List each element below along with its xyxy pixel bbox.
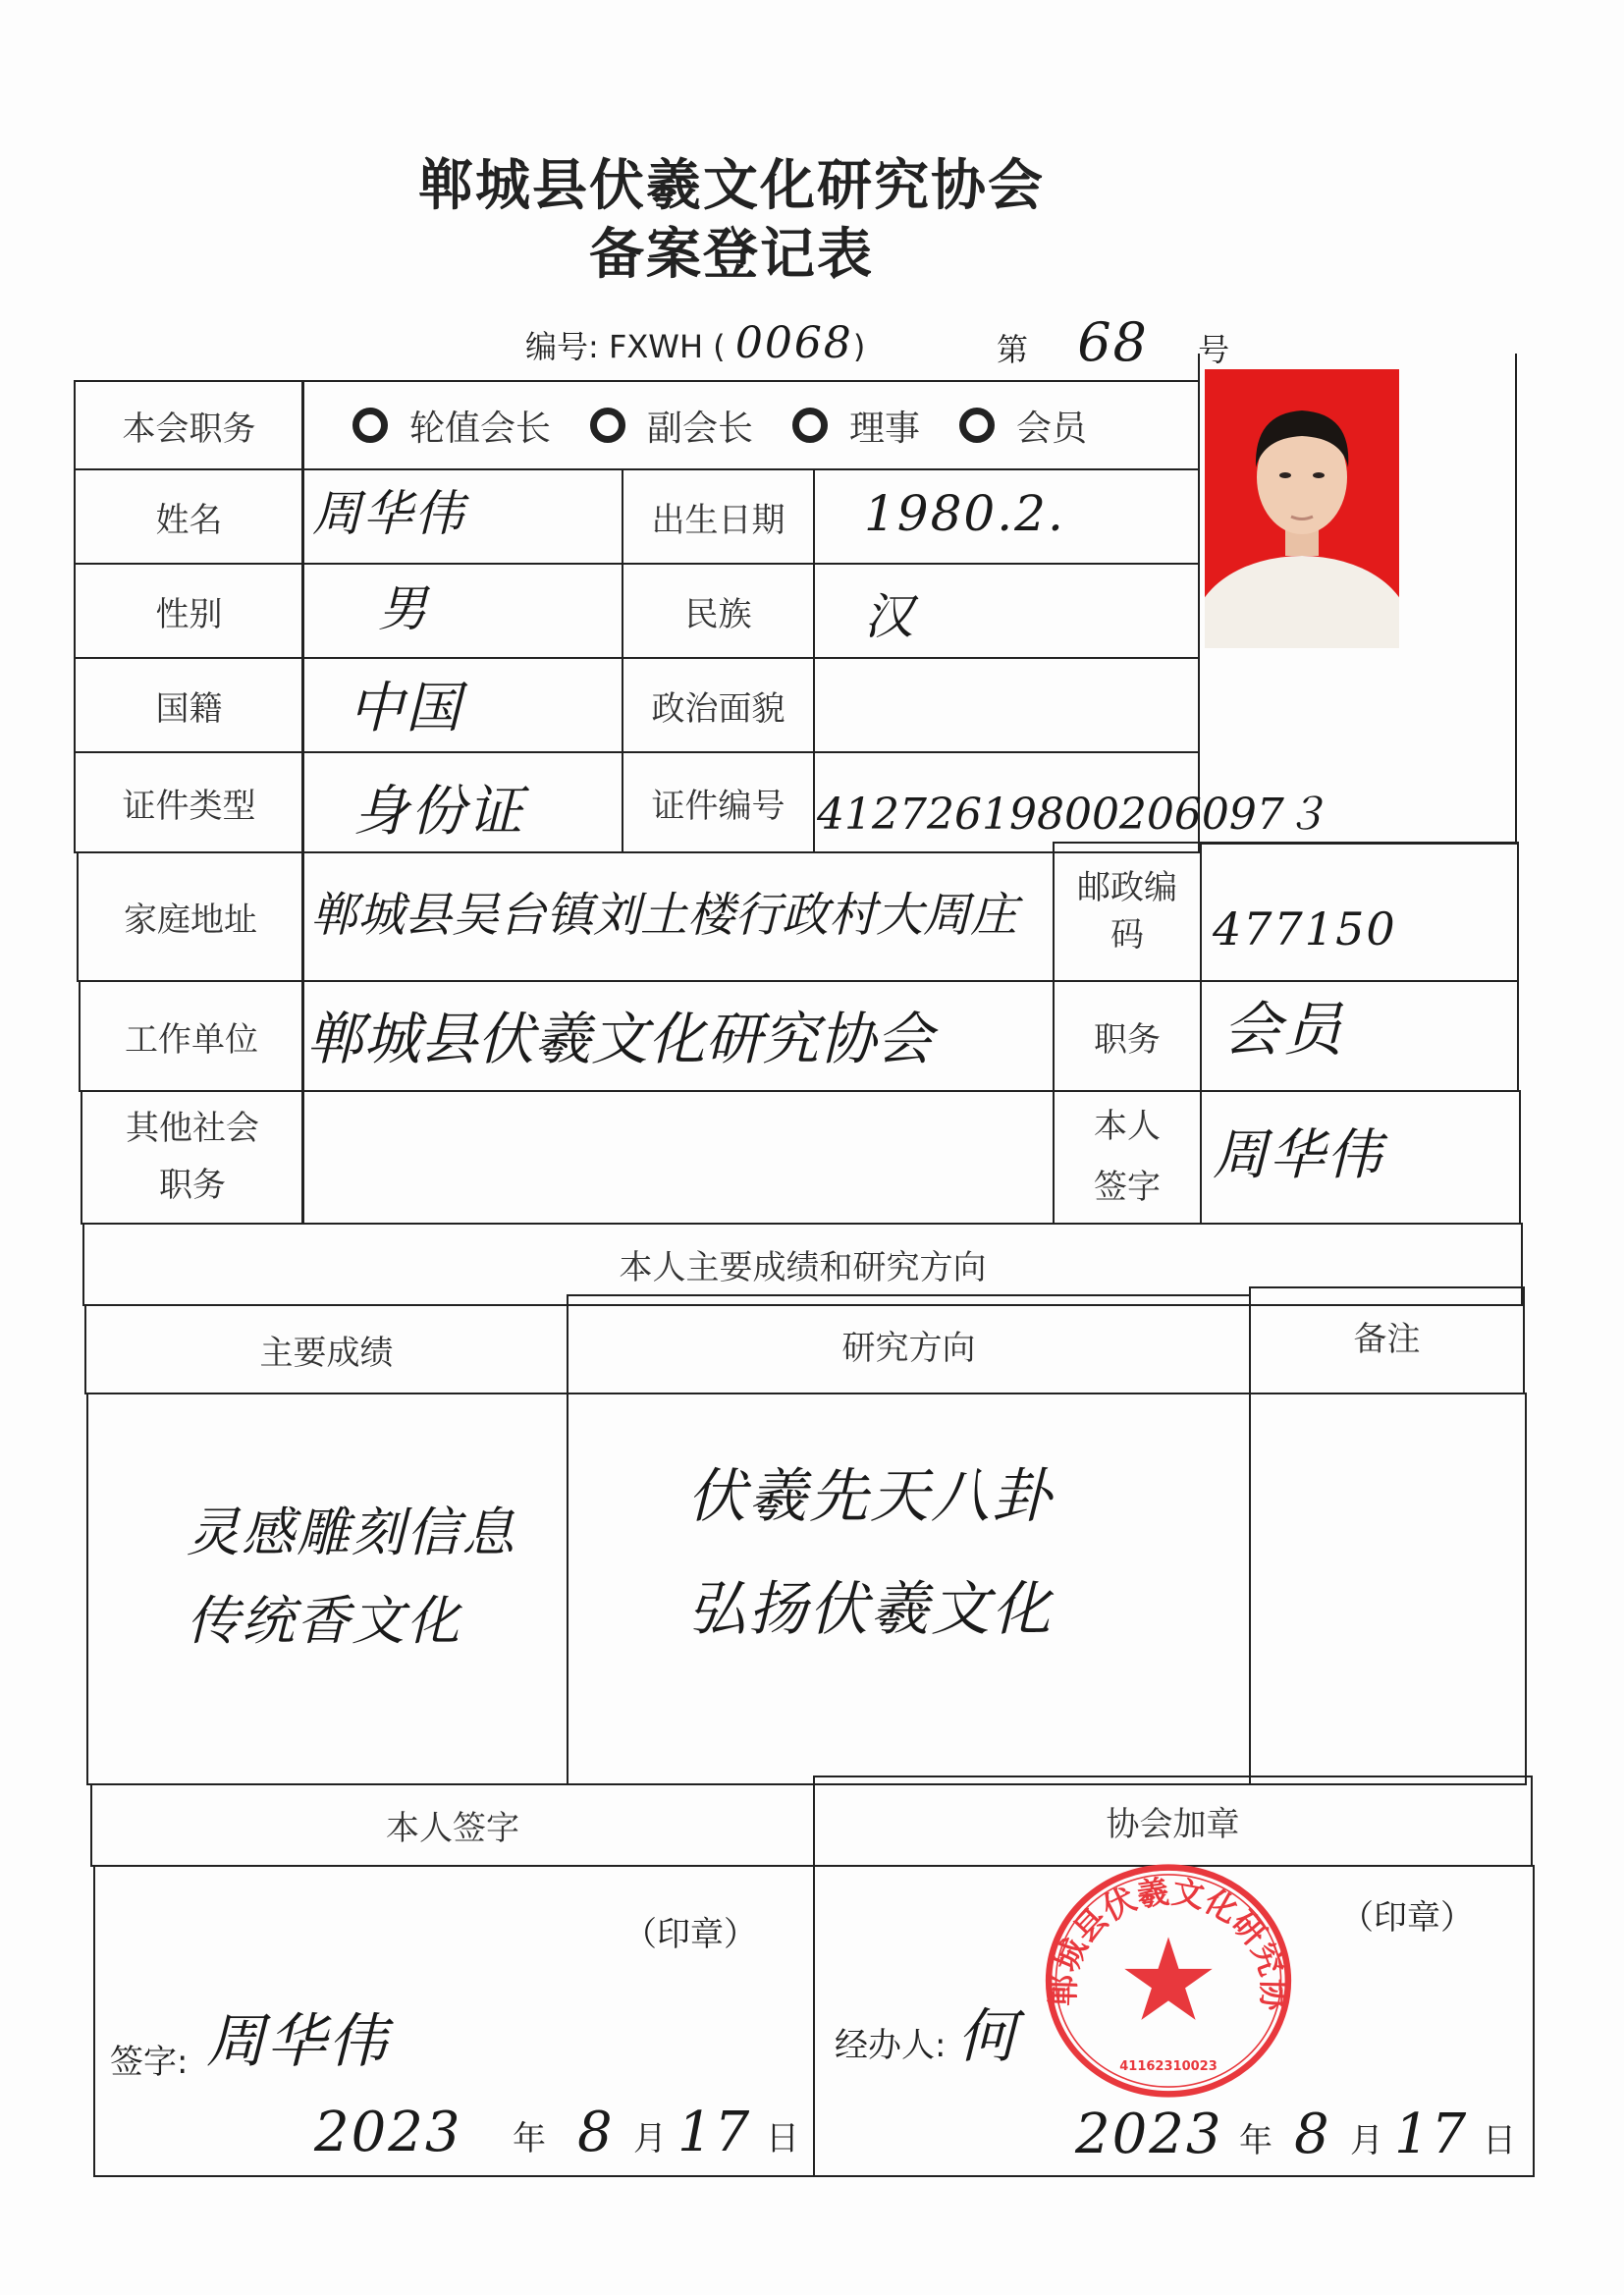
form-title: 郸城县伏羲文化研究协会 — [418, 154, 1045, 218]
work-label: 工作单位 — [79, 980, 304, 1092]
achievement-line-1: 灵感雕刻信息 — [187, 1502, 516, 1563]
role-options — [301, 380, 1200, 470]
role-option-vice-president[interactable] — [590, 401, 753, 451]
role-option-label: 副会长 — [647, 408, 754, 449]
form-subtitle: 备案登记表 — [589, 223, 874, 287]
idtype-label: 证件类型 — [74, 751, 304, 853]
month-label: 月 — [633, 2119, 667, 2158]
role-label: 本会职务 — [74, 380, 304, 470]
serial-prefix: FXWH — [608, 328, 703, 365]
number-prefix: 第 — [997, 331, 1029, 368]
seal-note-right: （印章） — [1340, 1898, 1474, 1938]
day-value: 17 — [677, 2101, 752, 2164]
political-label: 政治面貌 — [622, 657, 815, 753]
sign-value: 周华伟 — [1213, 1123, 1383, 1187]
assoc-month-label: 月 — [1350, 2121, 1383, 2160]
number-line — [997, 312, 1229, 373]
year-value: 2023 — [314, 2101, 462, 2164]
idtype-value: 身份证 — [353, 780, 524, 844]
other-field[interactable] — [301, 1090, 1055, 1225]
postcode-label: 邮政编码 — [1053, 842, 1202, 982]
research-line-1: 伏羲先天八卦 — [687, 1462, 1053, 1531]
year-label: 年 — [513, 2119, 546, 2158]
assoc-year-value: 2023 — [1075, 2103, 1223, 2166]
day-label: 日 — [766, 2119, 799, 2158]
id-photo — [1205, 369, 1399, 648]
radio-icon — [352, 408, 388, 443]
role-option-label: 轮值会长 — [409, 408, 552, 449]
handler-value: 何 — [957, 2002, 1018, 2071]
star-icon — [1124, 1937, 1212, 2020]
achievements-col1-body[interactable] — [86, 1393, 568, 1785]
achievements-col1-header: 主要成绩 — [84, 1304, 568, 1394]
number-suffix: 号 — [1198, 331, 1230, 368]
self-sign-header: 本人签字 — [90, 1783, 815, 1867]
month-value: 8 — [577, 2101, 615, 2164]
nationality-value: 中国 — [349, 677, 462, 740]
gender-field[interactable] — [301, 563, 623, 659]
name-label: 姓名 — [74, 468, 304, 565]
name-value: 周华伟 — [312, 485, 465, 542]
idno-value: 41272619800206097３ — [817, 790, 1327, 840]
achievements-col3-body[interactable] — [1249, 1393, 1527, 1785]
stamp-text-path: 郸城县伏羲文化研究协 — [1044, 1873, 1293, 2011]
assoc-day-value: 17 — [1394, 2103, 1469, 2166]
address-label: 家庭地址 — [77, 851, 304, 982]
serial-label: 编号: — [525, 328, 599, 365]
ethnic-value: 汉 — [864, 588, 915, 645]
role-option-director[interactable] — [792, 401, 920, 451]
achievements-col3-header: 备注 — [1249, 1286, 1525, 1394]
gender-label: 性别 — [74, 563, 304, 659]
seal-note-left: （印章） — [623, 1915, 757, 1954]
achievements-col2-header: 研究方向 — [567, 1294, 1251, 1394]
role-option-member[interactable] — [959, 401, 1087, 451]
other-label: 其他社会职务 — [81, 1090, 304, 1225]
postcode-value: 477150 — [1213, 902, 1397, 956]
birth-value: 1980.2. — [864, 485, 1065, 542]
sign-label: 本人签字 — [1053, 1090, 1202, 1225]
person-photo-icon — [1205, 369, 1399, 648]
position-label: 职务 — [1053, 980, 1202, 1092]
assoc-month-value: 8 — [1294, 2103, 1331, 2166]
role-option-rotating-president[interactable] — [352, 401, 551, 451]
stamp-code: 41162310023 — [1119, 2059, 1218, 2074]
radio-icon — [590, 408, 625, 443]
association-stamp — [1041, 1861, 1296, 2101]
work-value: 郸城县伏羲文化研究协会 — [306, 1006, 934, 1072]
achievements-header: 本人主要成绩和研究方向 — [82, 1223, 1523, 1306]
serial-line: 编号: FXWH ( 0068) — [525, 318, 866, 368]
handler-label: 经办人: — [835, 2026, 947, 2065]
address-value: 郸城县吴台镇刘土楼行政村大周庄 — [310, 888, 1018, 943]
assoc-year-label: 年 — [1239, 2121, 1272, 2160]
ethnic-label: 民族 — [622, 563, 815, 659]
sign-value-bottom: 周华伟 — [206, 2007, 389, 2076]
gender-value: 男 — [378, 580, 429, 637]
idno-label: 证件编号 — [622, 751, 815, 853]
nationality-label: 国籍 — [74, 657, 304, 753]
achievement-line-2: 传统香文化 — [187, 1590, 461, 1652]
research-line-2: 弘扬伏羲文化 — [687, 1575, 1053, 1644]
sign-label-bottom: 签字: — [110, 2043, 189, 2082]
assoc-header: 协会加章 — [813, 1776, 1533, 1867]
role-option-label: 理事 — [849, 408, 921, 449]
assoc-day-label: 日 — [1483, 2121, 1516, 2160]
serial-value: 0068 — [734, 318, 853, 368]
birth-label: 出生日期 — [622, 468, 815, 565]
political-field[interactable] — [813, 657, 1200, 753]
radio-icon — [792, 408, 828, 443]
role-option-label: 会员 — [1016, 408, 1088, 449]
radio-icon — [959, 408, 995, 443]
position-value: 会员 — [1222, 996, 1344, 1065]
number-value: 68 — [1077, 311, 1149, 373]
